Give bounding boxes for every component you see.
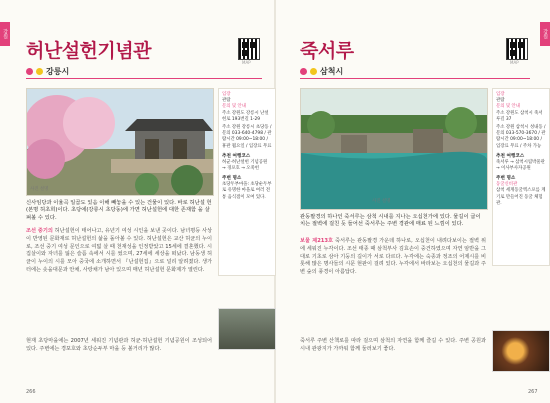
info-value-1: 관람 [222, 98, 231, 104]
route-text: 허균·허난설헌 기념공원 → 경포호 → 오죽헌 [222, 159, 268, 172]
side-photo [218, 308, 276, 350]
nearby-text: 초당두부마을: 초당순두부로 유명한 마을로 여러 전통 음식점이 모여 있다. [222, 182, 272, 200]
qr-code-icon [238, 38, 260, 60]
info-sidebar [492, 88, 550, 266]
river-cliff-photo-illustration [301, 89, 487, 209]
nearby-text: 삼척 세계동굴엑스포를 계기로 만들어진 동굴 체험관. [496, 188, 546, 206]
route-title: 추천 여행코스 [222, 153, 251, 159]
nearby-title: 주변 명소 [496, 176, 516, 182]
info-label-2: 문의 및 안내 [496, 104, 520, 110]
info-sidebar [218, 88, 276, 276]
body-paragraph [26, 228, 212, 275]
qr-code-icon [506, 38, 528, 60]
region-label [300, 66, 343, 77]
body-highlight: 보물 제213호 [300, 238, 334, 244]
info-details: 주소 강원 강릉시 초당동 / 문의 033-640-4798 / 관람시간 09:00~18:00 / 휴관 월요일 / 입장료 무료 [222, 125, 272, 149]
main-photo [26, 88, 214, 196]
nearby-title: 주변 명소 [222, 176, 242, 182]
hanok-photo-illustration [27, 89, 213, 195]
info-label-1: 입장 [496, 92, 505, 97]
left-section-tab: 강원 [0, 22, 10, 46]
left-page [6, 0, 274, 403]
region-yellow-dot-icon [310, 68, 317, 75]
info-value-1: 관람 [496, 98, 505, 104]
lead-paragraph: 신사임당과 이율곡 일곱도 있음 이해 빼놓을 수 있는 건물이 있다. 바로 허난설 헌(본명 허초희)이다. 초당에(강릉시 초당동)에 가면 허난설헌에 대한 존재함 을 살펴볼 수 있다. [26, 200, 212, 221]
region-yellow-dot-icon [36, 68, 43, 75]
title-rule [300, 78, 530, 79]
info-label-2: 문의 및 안내 [222, 104, 246, 110]
right-page [280, 0, 548, 403]
region-name: 삼척시 [320, 67, 344, 76]
page-title: 죽서루 [300, 40, 354, 62]
region-name: 강릉시 [46, 67, 70, 76]
region-pink-dot-icon [26, 68, 33, 75]
photo-caption: 사진 설명 [372, 199, 391, 204]
info-label-1: 입장 [222, 92, 231, 97]
nearby-name: 동굴신비관 [496, 182, 518, 188]
page-number: 266 [26, 389, 36, 395]
body-text: 허난설헌이 태어나고, 유년기 여성 시인을 보낸 곳이다. 남녀평등 사상이 반영된 문화재로 허난설헌의 삶을 돌아볼 수 있다. 허난설헌은 교산 허균의 누이로, 조선 중기 여성 문인으로 여덟 살 때 천재성을 인정받았고 15세에 결혼했다. 시집살이와 자녀를 잃은 슬픔 속에서 시를 썼으며, 27세에 세상을 떠났다. 남동생 허균이 누이의 시를 모아 중국에 소개하면서 『난설헌집』으로 널리 알려졌다. 생가터에는 솟을대문과 안채, 사랑채가 남아 있으며 매년 허난설헌 문화제가 열린다. [26, 228, 212, 273]
page-title: 허난설헌기념관 [26, 40, 151, 62]
side-photo [492, 330, 550, 372]
region-label [26, 66, 69, 77]
body-paragraph-2: 죽서루 주변 산책로를 따라 걸으며 삼척의 자연을 함께 즐길 수 있다. 주변 공원과 시내 관광지가 가까워 함께 둘러보기 좋다. [300, 338, 486, 352]
region-pink-dot-icon [300, 68, 307, 75]
body-highlight: 조선 중기의 [26, 228, 53, 234]
qr-caption: MAP [242, 60, 251, 65]
route-text: 죽서루 → 삼척시립박물관 → 이사부사자공원 [496, 159, 545, 172]
main-photo [300, 88, 488, 210]
lead-paragraph: 관동팔경의 하나인 죽서루는 삼척 시내를 지나는 오십천가에 있다. 물길이 굽이 치는 절벽에 걸친 듯 들어선 죽서루는 주변 경관에 매료 된 느낌이 있다. [300, 214, 481, 228]
info-details: 주소 강원 삼척시 성내동 / 문의 033-570-3670 / 관람시간 09:00~18:00 / 입장료 무료 / 주차 가능 [496, 125, 546, 149]
body-text: 죽서루는 관동팔경 가운데 하나로, 오십천이 내려다보이는 절벽 위에 세워진 누각이다. 조선 태종 때 삼척부사 김효손이 중건하였으며 자연 암반을 그대로 기초로 삼아 기둥의 길이가 서로 다르다. 누각에는 숙종과 정조의 어제시를 비롯해 많은 명사들의 시문 현판이 걸려 있다. 누각에서 바라보는 오십천의 물길과 주변 숲의 풍경이 아름답다. [300, 238, 486, 276]
route-title: 추천 여행코스 [496, 153, 525, 159]
info-value-2: 주소 강원도 강릉시 난설헌로 193번길 1-29 [222, 110, 269, 122]
title-rule [26, 78, 262, 79]
right-section-tab: 강원 [540, 22, 550, 46]
qr-caption: MAP [510, 60, 519, 65]
body-paragraph [300, 238, 486, 277]
photo-caption: 사진 설명 [30, 187, 49, 192]
info-value-2: 주소 강원도 삼척시 죽서루길 37 [496, 110, 543, 122]
body-paragraph-2: 현재 초당마을에는 2007년 세워진 기념관과 허균·허난설헌 기념공원이 조성되어 있다. 주변에는 경포호와 초당순두부 마을 등 볼거리가 많다. [26, 338, 212, 352]
page-number: 267 [528, 389, 538, 395]
